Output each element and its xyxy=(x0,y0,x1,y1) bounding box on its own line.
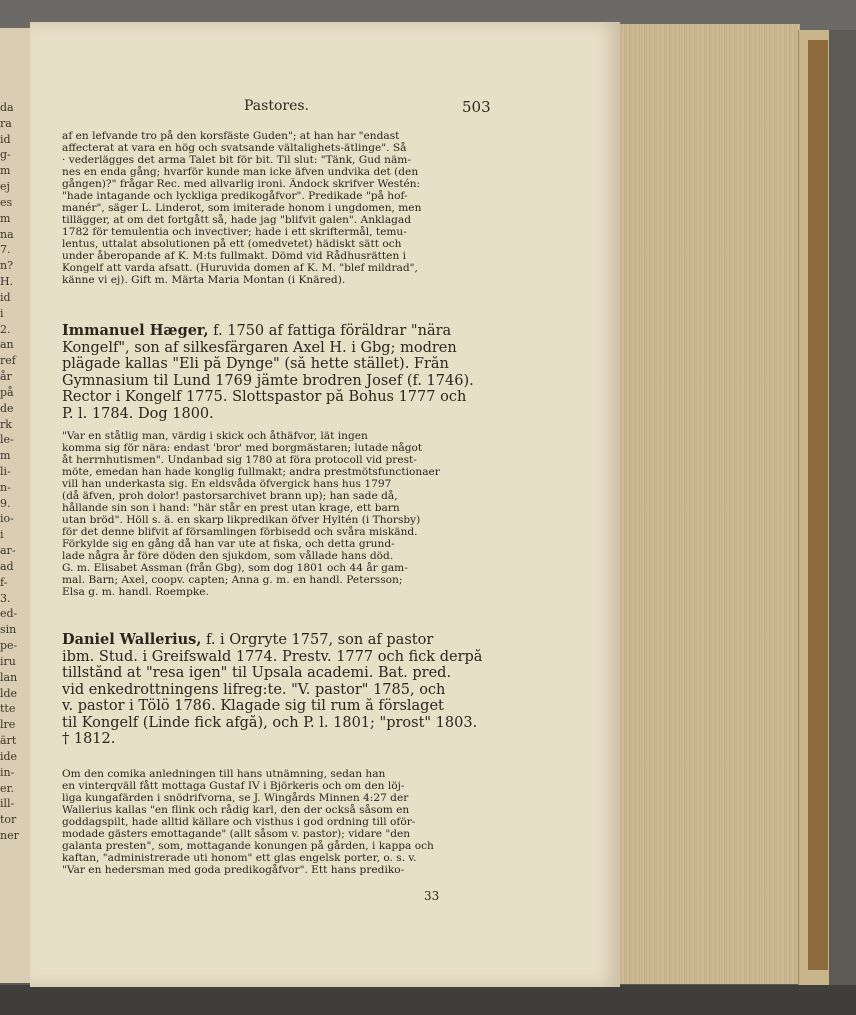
text-line: liga kungafärden i snödrifvorna, se J. Wingårds Minnen 4:27 der xyxy=(62,792,409,804)
text-line: för det denne blifvit af församlingen förbisedd och svåra miskänd. xyxy=(62,526,418,538)
margin-fragment: 7. xyxy=(0,243,11,257)
margin-fragment: i xyxy=(0,528,4,542)
entry-line: † 1812. xyxy=(62,731,116,747)
margin-fragment: sin xyxy=(0,623,17,637)
entry-line: Gymnasium til Lund 1769 jämte brodren Josef (f. 1746). xyxy=(62,372,474,389)
margin-fragment: er. xyxy=(0,781,15,795)
text-line: modade gästers emottagande" (allt såsom v. pastor); vidare "den xyxy=(62,828,411,840)
margin-fragment: li- xyxy=(0,465,11,478)
entry-name: Daniel Wallerius, xyxy=(62,632,202,648)
text-line: Förkylde sig en gång då han var ute at fiska, och detta grund- xyxy=(62,538,395,550)
margin-fragment: ill- xyxy=(0,797,15,811)
margin-fragment: es xyxy=(0,195,13,209)
entry-text: f. 1750 af fattiga föräldrar "nära xyxy=(208,323,452,339)
margin-fragment: ärt xyxy=(0,734,17,748)
text-line: kaftan, "administrerade uti honom" ett glas engelsk porter, o. s. v. xyxy=(62,852,417,864)
text-line: en vinterqväll fått mottaga Gustaf IV i Björkeris och om den löj- xyxy=(62,780,405,792)
margin-fragment: lre xyxy=(0,718,16,732)
entry-text: f. i Örgryte 1757, son af pastor xyxy=(201,632,434,648)
margin-fragment: f- xyxy=(0,575,8,589)
text-line: "Var en hedersman med goda predikogåfvor". Ett hans predikо- xyxy=(62,864,405,876)
margin-fragment: id xyxy=(0,132,11,146)
margin-fragment: tte xyxy=(0,702,16,716)
margin-fragment: ner xyxy=(0,829,19,842)
text-line: goddagspilt, hade alltid källare och visthus i god ordning till oför- xyxy=(62,816,416,828)
margin-fragment: 9. xyxy=(0,496,11,510)
entry-name: Immanuel Hæger, xyxy=(62,323,209,339)
margin-fragment: år xyxy=(0,370,12,384)
entry-heading-line xyxy=(62,632,490,649)
running-head: Pastores. xyxy=(244,98,309,114)
margin-fragment: 2. xyxy=(0,322,11,336)
entry-heading-line xyxy=(62,323,490,340)
entry-line: til Kongelf (Linde fick afgå), och P. l. 1801; "prost" 1803. xyxy=(62,714,478,731)
text-line: mal. Barn; Axel, coopv. capten; Anna g. m. en handl. Petersson; xyxy=(62,574,403,586)
margin-fragment: m xyxy=(0,449,11,463)
margin-fragment: da xyxy=(0,101,14,114)
margin-fragment: ref xyxy=(0,354,16,368)
text-line: manér", säger L. Linderot, som imiterade honom i ungdomen, men xyxy=(62,202,422,214)
text-line: utan bröd". Höll s. ä. en skarp likpredikan öfver Hyltén (i Thorsby) xyxy=(62,514,421,526)
paragraph-continuation xyxy=(62,130,490,286)
text-line: galanta presten", som, mottagande konungen på gården, i kappa och xyxy=(62,840,434,852)
margin-fragment: ide xyxy=(0,749,18,763)
text-line: (då äfven, proh dolor! pastorsarchivet brann up); han sade då, xyxy=(62,490,398,502)
margin-fragment: ra xyxy=(0,116,12,130)
entry-immanuel-haeger xyxy=(62,323,490,422)
margin-fragment: an xyxy=(0,338,14,352)
entry-line: Rector i Kongelf 1775. Slottspastor på Bohus 1777 och xyxy=(62,389,467,405)
text-line: Wallerius kallas "en flink och rådig karl, den der också såsom en xyxy=(62,804,410,816)
text-line: hållande sin son i hand: "här står en prest utan krage, ett barn xyxy=(62,502,400,514)
entry-line: v. pastor i Tölö 1786. Klagade sig til rum å förslaget xyxy=(62,698,444,714)
text-line: åt herrnhutismen". Undanbad sig 1780 at föra protocoll vid prest- xyxy=(62,454,417,466)
margin-fragment: io- xyxy=(0,512,14,526)
margin-fragment: i xyxy=(0,306,4,320)
text-line: lade några år före döden den sjukdom, som vållade hans död. xyxy=(62,550,394,562)
margin-fragment: m xyxy=(0,164,11,178)
margin-fragment: n? xyxy=(0,259,13,273)
entry-line: Kongelf", son af silkesfärgaren Axel H. i Gbg; modren xyxy=(62,339,457,356)
margin-fragment: id xyxy=(0,290,11,304)
text-line: "hade intagande och lyckliga predikogåfvor". Predikade "på hof- xyxy=(62,190,408,202)
text-line: Kongelf att varda afsatt. (Huruvida domen af K. M. "blef mildrad", xyxy=(62,262,418,274)
text-line: lentus, uttalat absolutionen på ett (omedvetet) hädiskt sätt och xyxy=(62,238,402,250)
entry-line: ibm. Stud. i Greifswald 1774. Prestv. 1777 och fick derpå xyxy=(62,648,483,665)
cover-binding-strip xyxy=(808,40,828,970)
entry-daniel-wallerius xyxy=(62,632,490,748)
margin-fragment: ed- xyxy=(0,607,18,621)
margin-fragment: på xyxy=(0,385,14,399)
margin-fragment: in- xyxy=(0,765,15,779)
text-line: 1782 för temulentia och invectiver; hade i ett skriftermål, temu- xyxy=(62,226,407,238)
margin-fragment: 3. xyxy=(0,591,11,605)
margin-fragment: lde xyxy=(0,686,18,700)
entry-notes-wallerius xyxy=(62,768,490,876)
margin-fragment: na xyxy=(0,227,14,241)
book-page-edges xyxy=(618,24,800,984)
text-line: komma sig för nära: endast 'bror' med borgmästaren; lutade något xyxy=(62,442,423,454)
margin-fragment: m xyxy=(0,211,11,225)
background-bottom xyxy=(0,985,856,1015)
text-line: Elsa g. m. handl. Roempke. xyxy=(62,586,209,598)
signature-mark: 33 xyxy=(424,889,440,903)
margin-fragment: g- xyxy=(0,148,11,162)
text-line: · vederlägges det arma Talet bit för bit. Til slut: "Tänk, Gud näm- xyxy=(62,154,411,166)
margin-fragment: iru xyxy=(0,654,16,668)
margin-fragment: ej xyxy=(0,180,10,194)
page-number: 503 xyxy=(462,98,491,116)
margin-fragment: tor xyxy=(0,813,17,827)
entry-notes-haeger xyxy=(62,430,490,598)
text-line: under åberopande af K. M:ts fullmakt. Dömd vid Rådhusrätten i xyxy=(62,250,407,262)
margin-fragment: lan xyxy=(0,670,18,684)
text-line: gången)?" frågar Rec. med allvarlig ironi. Ändock skrifver Westén: xyxy=(62,178,421,190)
margin-fragment: rk xyxy=(0,417,12,431)
margin-fragment: ar- xyxy=(0,544,16,558)
text-line: G. m. Elisabet Assman (från Gbg), som dog 1801 och 44 år gam- xyxy=(62,562,408,574)
entry-line: tillstånd at "resa igen" til Upsala academi. Bat. pred. xyxy=(62,665,452,681)
text-line: nes en enda gång; hvarför kunde man icke äfven undvika det (den xyxy=(62,166,419,178)
text-line: vill han underkasta sig. En eldsvåda öfvergick hans hus 1797 xyxy=(62,478,392,490)
text-line: möte, emedan han hade konglig fullmakt; andra prestmötsfunctionaer xyxy=(62,466,440,478)
entry-line: P. l. 1784. Dog 1800. xyxy=(62,405,214,422)
entry-line: vid enkedrottningens lifreg:te. "V. pastor" 1785, och xyxy=(62,681,446,698)
facing-page-edge xyxy=(0,28,31,983)
text-line: "Var en ståtlig man, värdig i skick och åthäfvor, lät ingen xyxy=(62,430,368,442)
margin-fragment: le- xyxy=(0,433,14,447)
entry-line: plägade kallas "Eli på Dynge" (så hette stället). Från xyxy=(62,356,449,372)
text-line: Om den comika anledningen till hans utnämning, sedan han xyxy=(62,768,386,780)
text-line: känne vi ej). Gift m. Märta Maria Montan (i Knäred). xyxy=(62,274,346,286)
margin-fragment: pe- xyxy=(0,639,18,653)
text-line: af en lefvande tro på den korsfäste Guden"; at han har "endast xyxy=(62,130,400,142)
text-line: tillägger, at om det fortgått så, hade jag "blifvit galen". Anklagad xyxy=(62,214,412,226)
margin-fragment: de xyxy=(0,401,14,415)
text-line: affecterat at vara en hög och svatsande vältalighets-ätlinge". Så xyxy=(62,142,407,154)
margin-fragment: H. xyxy=(0,275,14,289)
margin-fragment: ad xyxy=(0,559,14,573)
margin-fragment: n- xyxy=(0,480,11,494)
